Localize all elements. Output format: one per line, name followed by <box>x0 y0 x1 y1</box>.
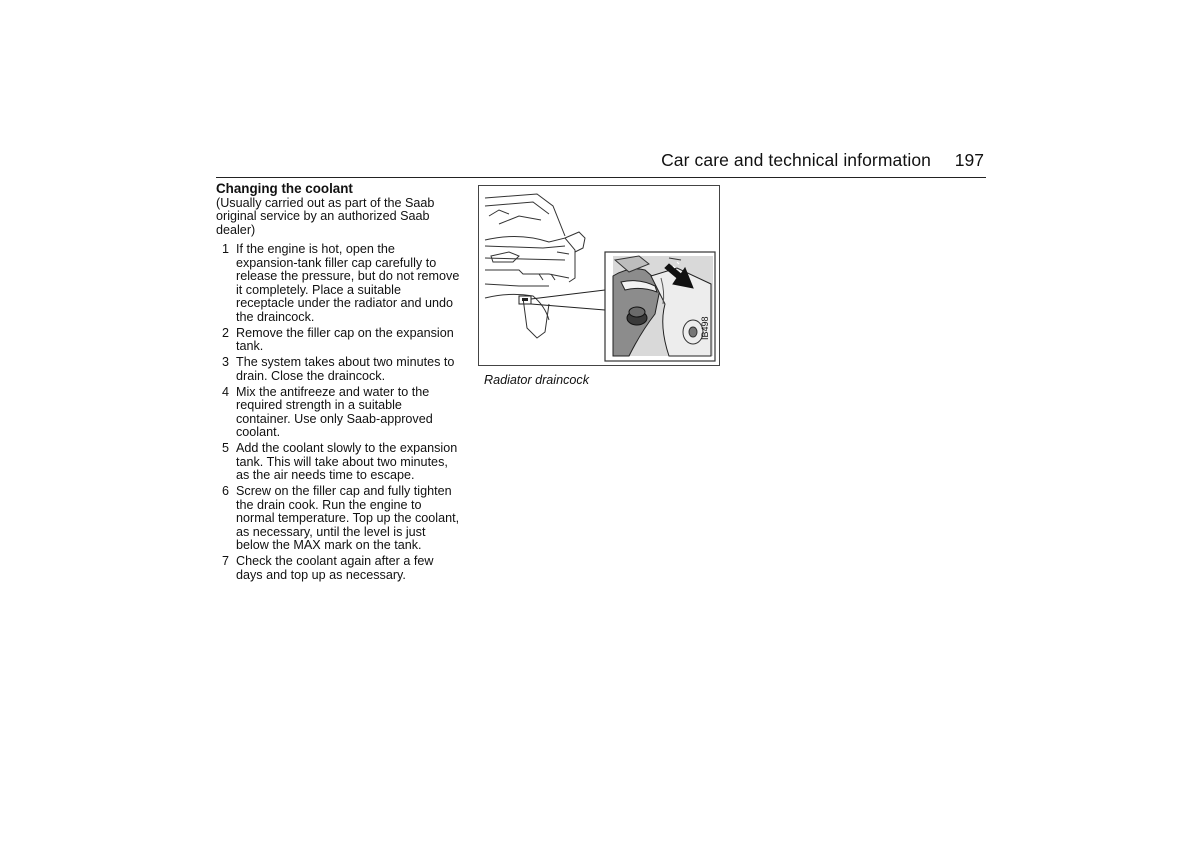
step-number: 7 <box>222 554 230 568</box>
step-item <box>216 485 460 553</box>
steps-list <box>216 243 460 582</box>
section-title: Changing the coolant <box>216 181 353 196</box>
step-item <box>216 442 460 483</box>
step-item <box>216 386 460 440</box>
step-text: Remove the filler cap on the expansion tank. <box>236 325 454 353</box>
figure-caption: Radiator draincock <box>484 373 589 387</box>
step-text: Screw on the filler cap and fully tighten the drain cook. Run the engine to normal temperature. Top up the coolant, as necessary, until the level is just below the MAX mark on the tank. <box>236 484 460 552</box>
car-front-illustration <box>479 186 721 367</box>
step-number: 3 <box>222 355 230 369</box>
step-text: If the engine is hot, open the expansion-tank filler cap carefully to release the pressure, but do not remove it completely. Place a suitable receptacle under the radiator and undo the draincock. <box>236 242 460 324</box>
step-number: 4 <box>222 384 230 399</box>
figure-radiator-draincock <box>478 185 720 366</box>
step-text: Add the coolant slowly to the expansion tank. This will take about two minutes, as the air needs time to escape. <box>236 441 458 482</box>
figure-code: IB498 <box>700 316 710 340</box>
step-item <box>216 327 460 354</box>
step-number: 5 <box>222 441 230 455</box>
step-text: The system takes about two minutes to drain. Close the draincock. <box>236 355 455 383</box>
step-number: 2 <box>222 325 230 340</box>
step-text: Mix the antifreeze and water to the required strength in a suitable container. Use only Saab-approved coolant. <box>236 384 433 439</box>
step-item <box>216 356 460 383</box>
section-intro: (Usually carried out as part of the Saab original service by an authorized Saab dealer) <box>216 195 435 237</box>
text-column <box>216 182 460 585</box>
step-item <box>216 243 460 324</box>
page-number: 197 <box>954 150 984 170</box>
page-header <box>216 148 986 178</box>
step-item <box>216 555 460 582</box>
header-title: Car care and technical information <box>661 150 931 170</box>
step-number: 6 <box>222 484 230 498</box>
step-text: Check the coolant again after a few days and top up as necessary. <box>236 554 434 582</box>
step-number: 1 <box>222 242 230 256</box>
